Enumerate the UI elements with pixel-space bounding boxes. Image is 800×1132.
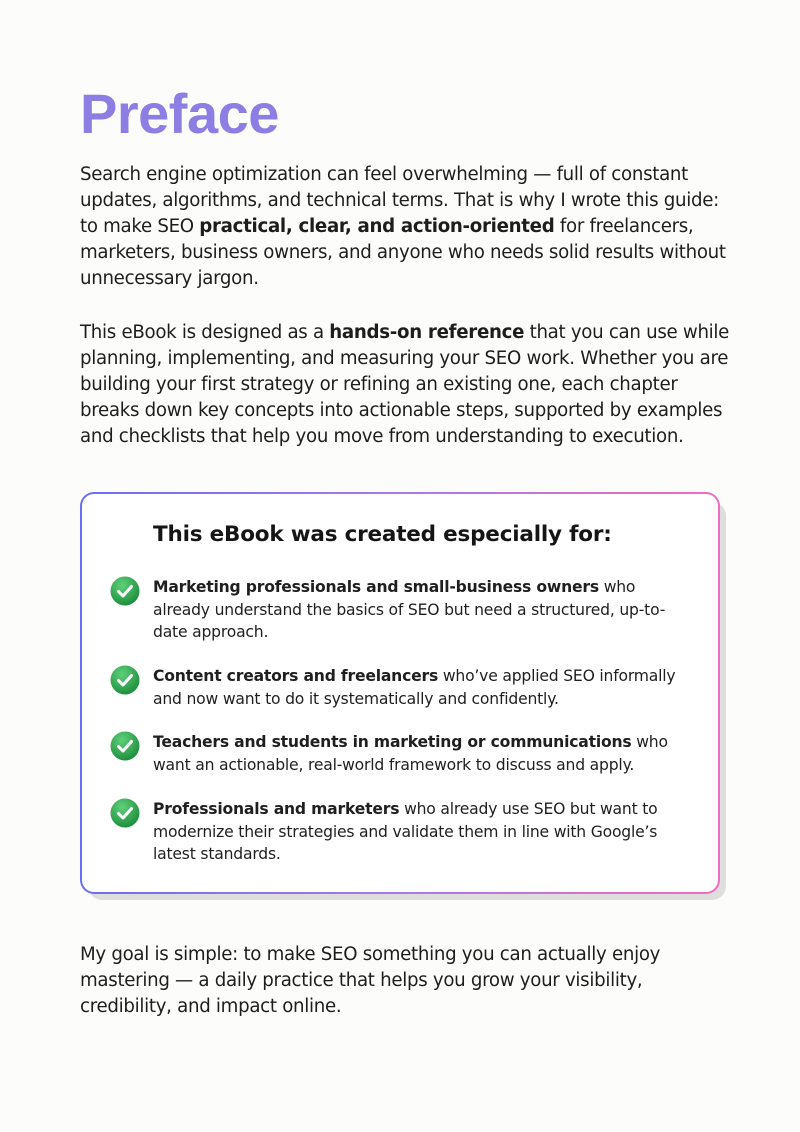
closing-paragraph: My goal is simple: to make SEO something you can actually enjoy mastering — a daily practice that helps you grow your visibility, credibility, and impact online. [80,944,661,1017]
intro-paragraph-2 [80,320,730,450]
check-circle-icon [110,731,140,761]
audience-item-bold: Professionals and marketers [153,800,400,818]
audience-item-bold: Content creators and freelancers [153,667,439,685]
audience-item-rest: who want an actionable, real-world framework to discuss and apply. [153,733,668,774]
intro-paragraph-1-text-a: Search engine optimization can feel overwhelming — full of constant updates, algorithms, and technical terms. That is why I wrote this guide: to make SEO [80,164,719,237]
intro-paragraph-2-text-b: that you can use while planning, implementing, and measuring your SEO work. Whether you are building your first strategy or refining an existing one, each chapter breaks down key concepts into actionable steps, supported by examples and checklists that help you move from understanding to execution. [80,322,730,447]
audience-item-bold: Marketing professionals and small-business owners [153,578,599,596]
audience-item-text [153,731,683,776]
intro-paragraph-2-bold: hands-on reference [329,322,525,343]
intro-paragraph-1 [80,162,730,292]
check-circle-icon [110,798,140,828]
audience-item-rest: who already understand the basics of SEO but need a structured, up-to-date approach. [153,578,666,641]
check-circle-icon [110,665,140,695]
intro-paragraph-1-bold: practical, clear, and action-oriented [199,216,555,237]
audience-item-rest: who already use SEO but want to modernize their strategies and validate them in line with Google’s latest standards. [153,800,658,863]
intro-paragraph-2-text-a: This eBook is designed as a [80,322,330,343]
intro-paragraph-1-text-b: for freelancers, marketers, business owners, and anyone who needs solid results without unnecessary jargon. [80,216,726,289]
audience-heading: This eBook was created especially for: [153,522,612,547]
page-title: Preface [80,82,279,145]
audience-item-text [153,798,683,866]
audience-item-bold: Teachers and students in marketing or communications [153,733,632,751]
audience-item-text [153,665,683,710]
audience-item-rest: who’ve applied SEO informally and now want to do it systematically and confidently. [153,667,676,708]
check-circle-icon [110,576,140,606]
audience-item-text [153,576,683,644]
